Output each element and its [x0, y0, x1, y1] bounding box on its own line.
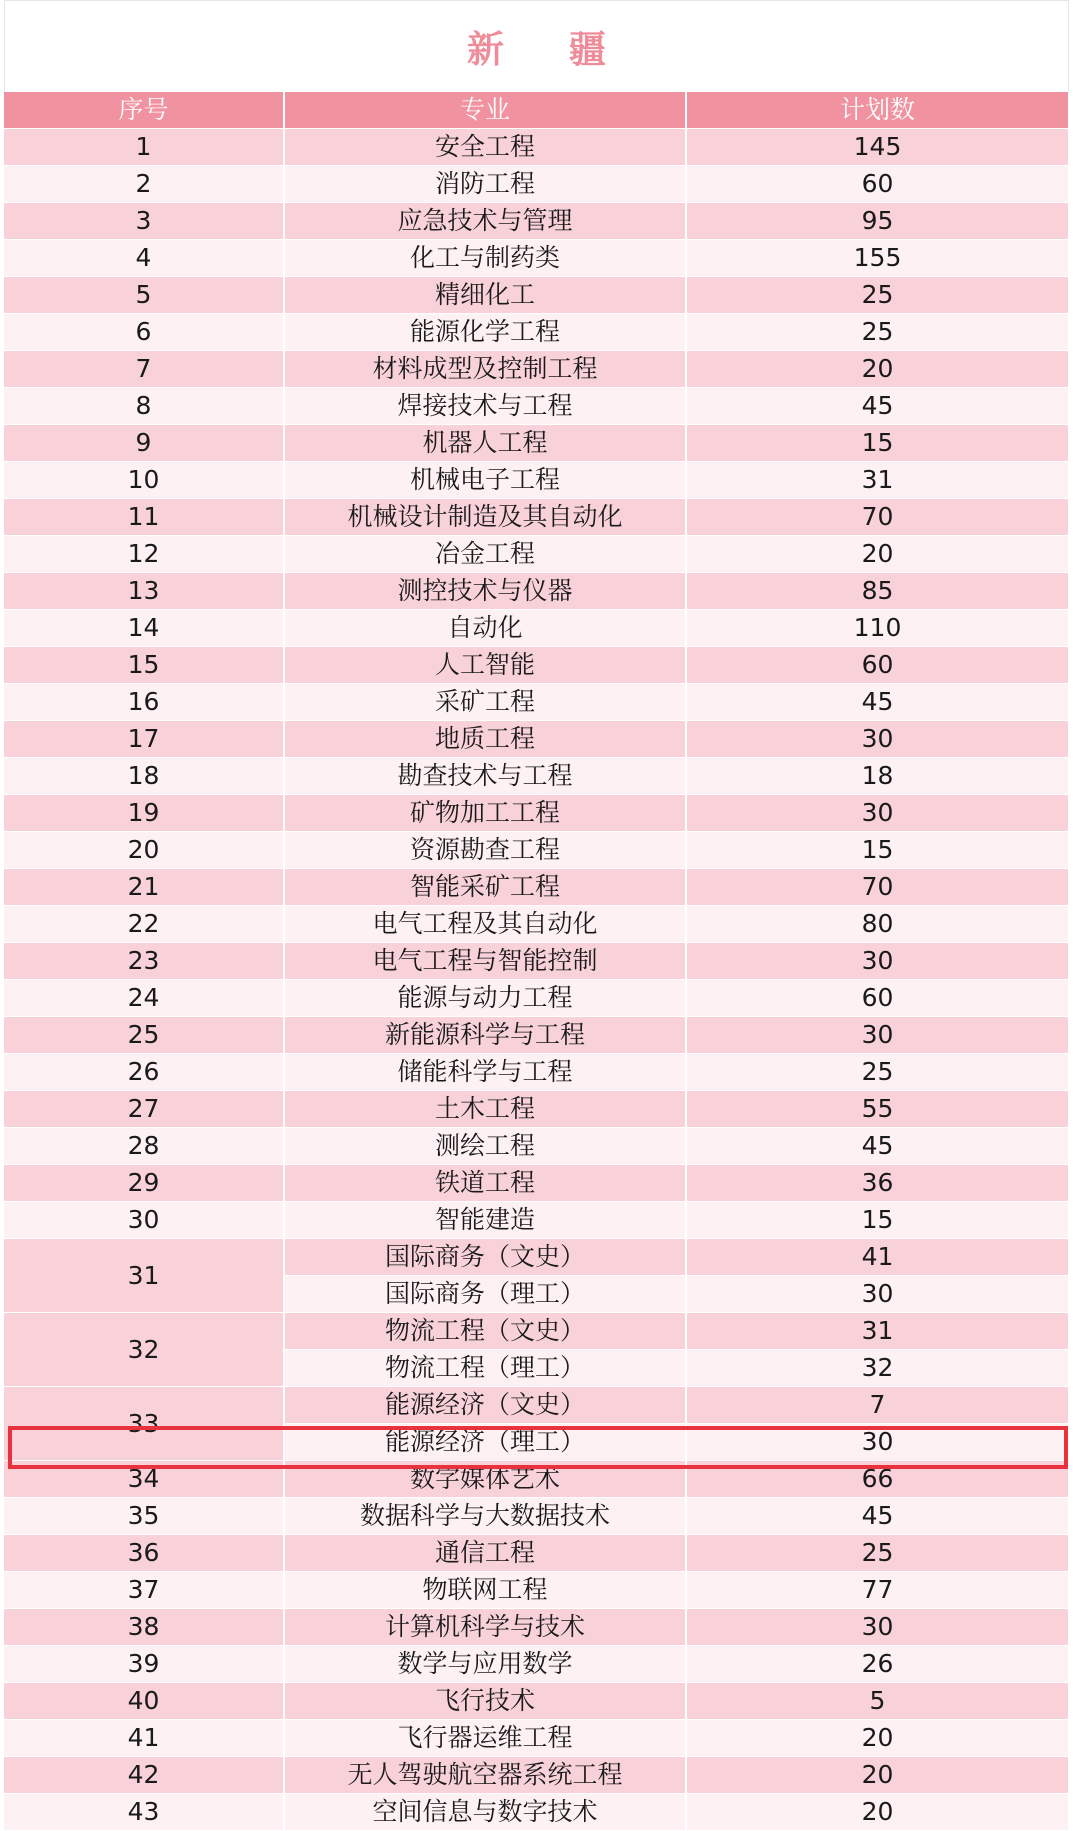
plan-count: 60 [686, 647, 1069, 684]
table-row [4, 1313, 1069, 1350]
plan-count: 20 [686, 536, 1069, 573]
major-name: 空间信息与数字技术 [284, 1794, 686, 1831]
row-number: 28 [4, 1128, 284, 1165]
plan-count: 31 [686, 462, 1069, 499]
major-name: 能源经济（理工） [284, 1424, 686, 1461]
table-row [4, 1017, 1069, 1054]
major-name: 计算机科学与技术 [284, 1609, 686, 1646]
major-name: 国际商务（理工） [284, 1276, 686, 1313]
plan-count: 20 [686, 351, 1069, 388]
plan-count: 20 [686, 1794, 1069, 1831]
table-row [4, 1128, 1069, 1165]
plan-count: 26 [686, 1646, 1069, 1683]
major-name: 数字媒体艺术 [284, 1461, 686, 1498]
row-number: 41 [4, 1720, 284, 1757]
row-number: 7 [4, 351, 284, 388]
row-number: 42 [4, 1757, 284, 1794]
major-name: 土木工程 [284, 1091, 686, 1128]
column-header-major: 专业 [284, 92, 686, 129]
plan-count: 110 [686, 610, 1069, 647]
plan-count: 155 [686, 240, 1069, 277]
plan-count: 95 [686, 203, 1069, 240]
table-row [4, 388, 1069, 425]
column-header-number: 序号 [4, 92, 284, 129]
plan-count: 5 [686, 1683, 1069, 1720]
row-number: 43 [4, 1794, 284, 1831]
plan-count: 60 [686, 980, 1069, 1017]
row-number: 13 [4, 573, 284, 610]
plan-count: 18 [686, 758, 1069, 795]
enrollment-plan-table [4, 92, 1070, 1831]
table-row [4, 1498, 1069, 1535]
table-header-row [4, 92, 1069, 129]
table-row [4, 351, 1069, 388]
table-row [4, 240, 1069, 277]
table-row [4, 203, 1069, 240]
row-number: 38 [4, 1609, 284, 1646]
column-header-plan: 计划数 [686, 92, 1069, 129]
plan-count: 30 [686, 1424, 1069, 1461]
major-name: 测控技术与仪器 [284, 573, 686, 610]
plan-count: 31 [686, 1313, 1069, 1350]
plan-count: 85 [686, 573, 1069, 610]
major-name: 智能建造 [284, 1202, 686, 1239]
major-name: 物流工程（文史） [284, 1313, 686, 1350]
plan-count: 77 [686, 1572, 1069, 1609]
major-name: 储能科学与工程 [284, 1054, 686, 1091]
row-number: 35 [4, 1498, 284, 1535]
plan-count: 41 [686, 1239, 1069, 1276]
table-row [4, 1054, 1069, 1091]
major-name: 资源勘查工程 [284, 832, 686, 869]
row-number: 17 [4, 721, 284, 758]
plan-count: 20 [686, 1757, 1069, 1794]
major-name: 国际商务（文史） [284, 1239, 686, 1276]
row-number: 40 [4, 1683, 284, 1720]
plan-count: 45 [686, 1128, 1069, 1165]
table-row [4, 1572, 1069, 1609]
plan-count: 30 [686, 795, 1069, 832]
major-name: 飞行技术 [284, 1683, 686, 1720]
table-row [4, 906, 1069, 943]
table-row [4, 1387, 1069, 1424]
row-number: 6 [4, 314, 284, 351]
major-name: 能源化学工程 [284, 314, 686, 351]
major-name: 矿物加工工程 [284, 795, 686, 832]
row-number: 15 [4, 647, 284, 684]
plan-count: 25 [686, 1535, 1069, 1572]
plan-count: 20 [686, 1720, 1069, 1757]
table-row [4, 647, 1069, 684]
row-number: 16 [4, 684, 284, 721]
table-row [4, 1757, 1069, 1794]
row-number: 21 [4, 869, 284, 906]
row-number: 1 [4, 129, 284, 166]
row-number: 12 [4, 536, 284, 573]
table-row [4, 1461, 1069, 1498]
row-number: 23 [4, 943, 284, 980]
table-row [4, 1239, 1069, 1276]
major-name: 安全工程 [284, 129, 686, 166]
plan-count: 7 [686, 1387, 1069, 1424]
table-row [4, 832, 1069, 869]
row-number: 33 [4, 1387, 284, 1461]
major-name: 机器人工程 [284, 425, 686, 462]
plan-count: 32 [686, 1350, 1069, 1387]
plan-count: 30 [686, 721, 1069, 758]
table-row [4, 980, 1069, 1017]
major-name: 精细化工 [284, 277, 686, 314]
row-number: 19 [4, 795, 284, 832]
plan-count: 45 [686, 388, 1069, 425]
row-number: 34 [4, 1461, 284, 1498]
major-name: 无人驾驶航空器系统工程 [284, 1757, 686, 1794]
plan-count: 15 [686, 832, 1069, 869]
plan-count: 30 [686, 1017, 1069, 1054]
row-number: 4 [4, 240, 284, 277]
major-name: 焊接技术与工程 [284, 388, 686, 425]
major-name: 机械设计制造及其自动化 [284, 499, 686, 536]
major-name: 飞行器运维工程 [284, 1720, 686, 1757]
plan-count: 30 [686, 1609, 1069, 1646]
table-row [4, 129, 1069, 166]
major-name: 勘查技术与工程 [284, 758, 686, 795]
row-number: 25 [4, 1017, 284, 1054]
major-name: 能源与动力工程 [284, 980, 686, 1017]
row-number: 39 [4, 1646, 284, 1683]
plan-count: 25 [686, 314, 1069, 351]
row-number: 24 [4, 980, 284, 1017]
major-name: 物流工程（理工） [284, 1350, 686, 1387]
plan-count: 55 [686, 1091, 1069, 1128]
major-name: 数学与应用数学 [284, 1646, 686, 1683]
row-number: 30 [4, 1202, 284, 1239]
table-row [4, 1165, 1069, 1202]
table-row [4, 1794, 1069, 1831]
table-row [4, 1609, 1069, 1646]
row-number: 14 [4, 610, 284, 647]
table-row [4, 462, 1069, 499]
row-number: 18 [4, 758, 284, 795]
major-name: 电气工程与智能控制 [284, 943, 686, 980]
table-row [4, 610, 1069, 647]
table-row [4, 1091, 1069, 1128]
table-row [4, 684, 1069, 721]
table-row [4, 721, 1069, 758]
plan-count: 15 [686, 1202, 1069, 1239]
row-number: 20 [4, 832, 284, 869]
row-number: 8 [4, 388, 284, 425]
table-row [4, 499, 1069, 536]
plan-count: 30 [686, 1276, 1069, 1313]
plan-count: 30 [686, 943, 1069, 980]
major-name: 应急技术与管理 [284, 203, 686, 240]
plan-count: 15 [686, 425, 1069, 462]
major-name: 数据科学与大数据技术 [284, 1498, 686, 1535]
major-name: 地质工程 [284, 721, 686, 758]
major-name: 电气工程及其自动化 [284, 906, 686, 943]
row-number: 36 [4, 1535, 284, 1572]
plan-count: 25 [686, 1054, 1069, 1091]
major-name: 铁道工程 [284, 1165, 686, 1202]
table-row [4, 573, 1069, 610]
plan-count: 36 [686, 1165, 1069, 1202]
major-name: 化工与制药类 [284, 240, 686, 277]
table-row [4, 536, 1069, 573]
major-name: 通信工程 [284, 1535, 686, 1572]
plan-count: 45 [686, 1498, 1069, 1535]
table-row [4, 166, 1069, 203]
table-row [4, 425, 1069, 462]
major-name: 消防工程 [284, 166, 686, 203]
table-row [4, 1535, 1069, 1572]
row-number: 27 [4, 1091, 284, 1128]
table-row [4, 314, 1069, 351]
plan-count: 66 [686, 1461, 1069, 1498]
row-number: 5 [4, 277, 284, 314]
row-number: 11 [4, 499, 284, 536]
page-title: 新 疆 [467, 28, 632, 71]
row-number: 9 [4, 425, 284, 462]
row-number: 22 [4, 906, 284, 943]
row-number: 37 [4, 1572, 284, 1609]
major-name: 物联网工程 [284, 1572, 686, 1609]
table-row [4, 1202, 1069, 1239]
row-number: 32 [4, 1313, 284, 1387]
major-name: 新能源科学与工程 [284, 1017, 686, 1054]
table-row [4, 758, 1069, 795]
plan-count: 25 [686, 277, 1069, 314]
table-row [4, 869, 1069, 906]
major-name: 能源经济（文史） [284, 1387, 686, 1424]
major-name: 测绘工程 [284, 1128, 686, 1165]
plan-count: 70 [686, 869, 1069, 906]
plan-count: 70 [686, 499, 1069, 536]
row-number: 3 [4, 203, 284, 240]
plan-count: 60 [686, 166, 1069, 203]
major-name: 采矿工程 [284, 684, 686, 721]
row-number: 31 [4, 1239, 284, 1313]
major-name: 机械电子工程 [284, 462, 686, 499]
plan-count: 145 [686, 129, 1069, 166]
row-number: 29 [4, 1165, 284, 1202]
major-name: 材料成型及控制工程 [284, 351, 686, 388]
row-number: 10 [4, 462, 284, 499]
row-number: 2 [4, 166, 284, 203]
major-name: 冶金工程 [284, 536, 686, 573]
plan-count: 80 [686, 906, 1069, 943]
table-row [4, 1720, 1069, 1757]
major-name: 人工智能 [284, 647, 686, 684]
row-number: 26 [4, 1054, 284, 1091]
major-name: 智能采矿工程 [284, 869, 686, 906]
table-row [4, 943, 1069, 980]
table-row [4, 1646, 1069, 1683]
major-name: 自动化 [284, 610, 686, 647]
table-row [4, 795, 1069, 832]
table-row [4, 277, 1069, 314]
plan-count: 45 [686, 684, 1069, 721]
table-row [4, 1683, 1069, 1720]
